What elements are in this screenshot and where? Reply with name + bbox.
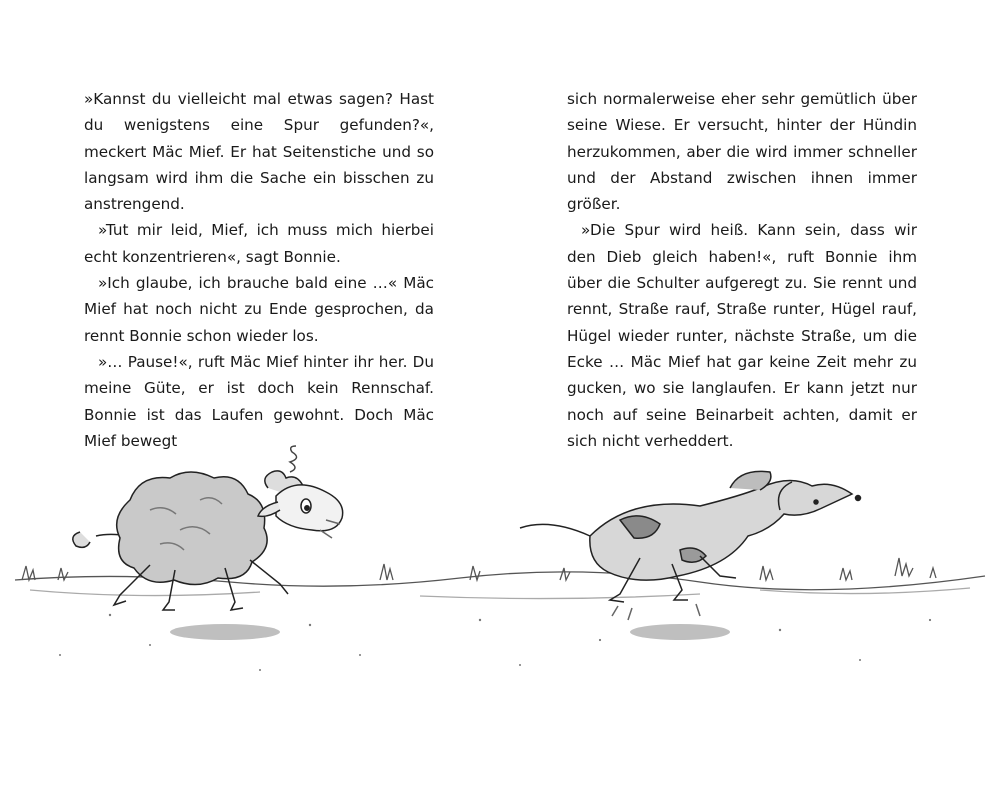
paragraph: »Tut mir leid, Mief, ich muss mich hierbei echt konzentrieren«, sagt Bonnie. (84, 221, 434, 266)
dog-shadow (630, 624, 730, 640)
ground-speckles (59, 614, 931, 671)
paragraph: »… Pause!«, ruft Mäc Mief hinter ihr her. Du meine Güte, er ist doch kein Rennschaf. Bonnie ist das Laufen gewohnt. Doch Mäc Mief bewegt (84, 352, 434, 450)
sheep-shadow (170, 624, 280, 640)
paragraph: »Die Spur wird heiß. Kann sein, dass wir den Dieb gleich haben!«, ruft Bonnie ihm über die Schulter aufgeregt zu. Sie rennt und rennt, Straße rauf, Straße runter, Hügel rauf, Hügel wieder runter, nächste Straße, um die Ecke … Mäc Mief hat gar keine Zeit mehr zu gucken, wo sie langlaufen. Er kann jetzt nur noch auf seine Beinarbeit achten, damit er sich nicht verheddert. (567, 221, 917, 450)
dog (520, 471, 861, 620)
paragraph: sich normalerweise eher sehr gemütlich über seine Wiese. Er versucht, hinter der Hündin herzukommen, aber die wird immer schneller und der Abstand zwischen ihnen immer größer. (567, 90, 917, 214)
chase-illustration (0, 440, 1000, 700)
paragraph: »Kannst du vielleicht mal etwas sagen? Hast du wenigstens eine Spur gefunden?«, meckert Mäc Mief. Er hat Seitenstiche und so langsam wird ihm die Sache ein bisschen zu anstrengend. (84, 90, 434, 214)
paragraph: »Ich glaube, ich brauche bald eine …« Mäc Mief hat noch nicht zu Ende gesprochen, da rennt Bonnie schon wieder los. (84, 274, 434, 345)
left-text-column (84, 86, 434, 454)
right-text-column (567, 86, 917, 454)
